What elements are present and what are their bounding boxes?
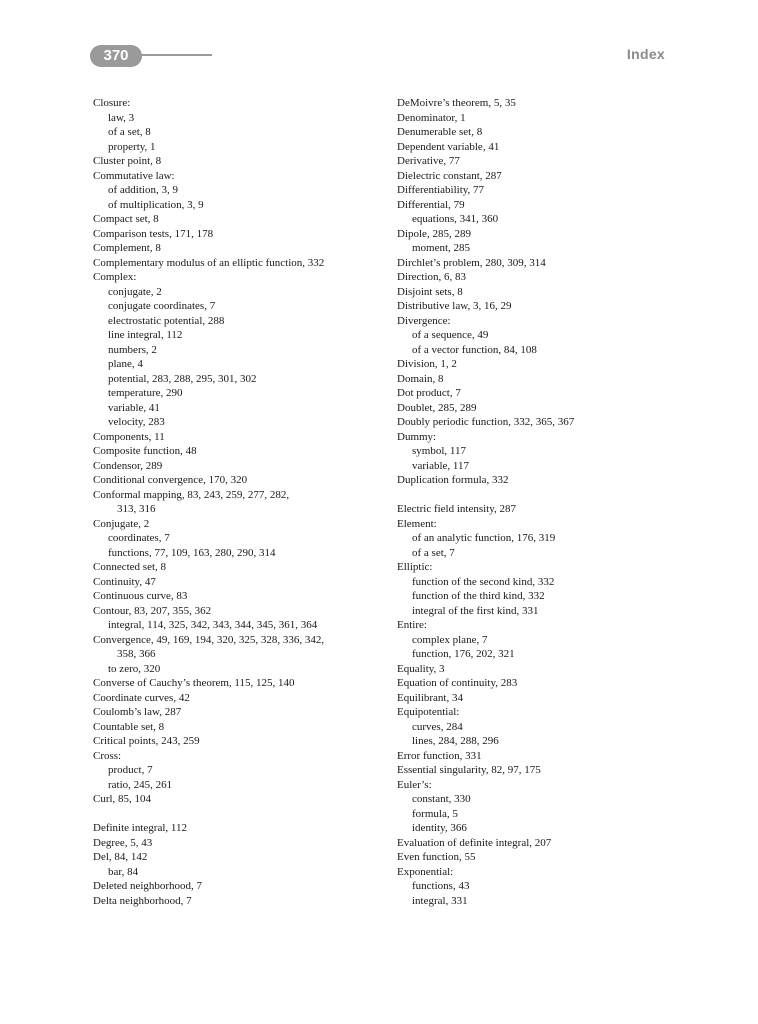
index-subentry: property, 1 <box>108 140 156 153</box>
index-subentry: function of the third kind, 332 <box>412 590 545 602</box>
index-subentry: of a set, 7 <box>412 546 455 559</box>
index-subentry: of an analytic function, 176, 319 <box>412 532 556 544</box>
page-header <box>0 0 758 80</box>
index-entry: Electric field intensity, 287 <box>397 503 517 515</box>
index-entry: Complementary modulus of an elliptic function, 332 <box>93 256 325 269</box>
index-entry: Convergence, 49, 169, 194, 320, 325, 328, 336, 342, <box>93 633 325 646</box>
page-number-badge: 370 <box>90 45 142 67</box>
index-subentry: of multiplication, 3, 9 <box>108 198 204 211</box>
index-entry: Commutative law: <box>93 169 175 182</box>
index-subentry: conjugate coordinates, 7 <box>108 300 216 312</box>
index-subentry: integral, 331 <box>412 894 468 907</box>
index-subentry: functions, 77, 109, 163, 280, 290, 314 <box>108 546 276 559</box>
index-entry: Closure: <box>93 97 131 109</box>
index-subentry: function, 176, 202, 321 <box>412 648 515 660</box>
index-entry: Degree, 5, 43 <box>93 836 153 849</box>
index-entry: Disjoint sets, 8 <box>397 285 463 298</box>
index-subentry: bar, 84 <box>108 865 139 878</box>
index-subentry: moment, 285 <box>412 242 471 254</box>
index-entry: Deleted neighborhood, 7 <box>93 880 203 892</box>
index-subentry: law, 3 <box>108 111 135 124</box>
index-entry: Countable set, 8 <box>93 720 165 733</box>
index-subentry: potential, 283, 288, 295, 301, 302 <box>108 372 257 385</box>
index-entry: Division, 1, 2 <box>397 358 457 370</box>
index-entry: Conditional convergence, 170, 320 <box>93 474 248 486</box>
index-entry: Error function, 331 <box>397 749 482 762</box>
index-entry: Evaluation of definite integral, 207 <box>397 836 552 849</box>
index-subentry: temperature, 290 <box>108 387 183 399</box>
index-subentry: velocity, 283 <box>108 416 165 428</box>
index-entry: Elliptic: <box>397 561 433 573</box>
index-column-left <box>93 96 383 908</box>
index-entry: Derivative, 77 <box>397 155 460 167</box>
index-entry: Contour, 83, 207, 355, 362 <box>93 604 212 617</box>
index-entry: Dirchlet’s problem, 280, 309, 314 <box>397 256 546 269</box>
index-entry: Euler’s: <box>397 778 432 791</box>
index-entry-continuation: 358, 366 <box>117 648 156 660</box>
index-subentry: constant, 330 <box>412 793 471 805</box>
index-entry: Dipole, 285, 289 <box>397 227 471 240</box>
index-entry: Critical points, 243, 259 <box>93 735 200 747</box>
index-entry: Components, 11 <box>93 430 165 443</box>
index-subentry: plane, 4 <box>108 358 143 370</box>
index-column-right <box>397 96 697 908</box>
index-entry: Duplication formula, 332 <box>397 474 509 486</box>
index-entry: Domain, 8 <box>397 372 444 385</box>
index-entry: Equilibrant, 34 <box>397 691 463 704</box>
index-entry: Definite integral, 112 <box>93 822 187 834</box>
index-entry: Coulomb’s law, 287 <box>93 706 182 718</box>
index-entry: Equality, 3 <box>397 662 445 675</box>
index-subentry: ratio, 245, 261 <box>108 778 173 791</box>
index-subentry: of a sequence, 49 <box>412 329 489 341</box>
index-subentry: coordinates, 7 <box>108 532 170 544</box>
index-subentry: curves, 284 <box>412 720 463 733</box>
index-subentry: formula, 5 <box>412 807 458 820</box>
index-subentry: conjugate, 2 <box>108 285 162 298</box>
index-entry: Entire: <box>397 619 427 631</box>
index-entry: Essential singularity, 82, 97, 175 <box>397 764 541 776</box>
index-entry: Direction, 6, 83 <box>397 271 467 283</box>
index-subentry: complex plane, 7 <box>412 633 488 646</box>
section-title: Index <box>626 46 665 62</box>
index-subentry: integral, 114, 325, 342, 343, 344, 345, 361, 364 <box>108 619 318 631</box>
index-entry: Even function, 55 <box>397 851 476 863</box>
index-entry: Converse of Cauchy’s theorem, 115, 125, 140 <box>93 677 295 689</box>
index-entry: Conformal mapping, 83, 243, 259, 277, 282, <box>93 488 290 501</box>
index-entry: Divergence: <box>397 314 451 327</box>
index-subentry: identity, 366 <box>412 822 467 834</box>
index-entry: Curl, 85, 104 <box>93 793 152 805</box>
index-entry: Composite function, 48 <box>93 445 197 457</box>
index-subentry: symbol, 117 <box>412 445 466 457</box>
index-subentry: integral of the first kind, 331 <box>412 604 539 617</box>
index-entry: Equipotential: <box>397 706 460 718</box>
section-gap <box>93 807 383 822</box>
index-entry: Dummy: <box>397 430 437 443</box>
index-entry: Compact set, 8 <box>93 213 159 225</box>
index-entry: Distributive law, 3, 16, 29 <box>397 300 512 312</box>
index-entry: Condensor, 289 <box>93 459 163 472</box>
index-entry: Conjugate, 2 <box>93 517 150 530</box>
index-entry: Complement, 8 <box>93 242 161 254</box>
index-entry: Cluster point, 8 <box>93 155 162 167</box>
index-subentry: numbers, 2 <box>108 343 157 356</box>
index-subentry: equations, 341, 360 <box>412 213 499 225</box>
index-entry: Denumerable set, 8 <box>397 126 483 138</box>
section-gap <box>397 488 697 503</box>
index-entry: DeMoivre’s theorem, 5, 35 <box>397 97 516 109</box>
index-entry: Dot product, 7 <box>397 387 461 399</box>
index-entry: Complex: <box>93 271 137 283</box>
index-entry: Del, 84, 142 <box>93 851 148 863</box>
index-subentry: of a vector function, 84, 108 <box>412 343 537 356</box>
index-subentry: to zero, 320 <box>108 662 161 675</box>
index-entry: Coordinate curves, 42 <box>93 691 190 704</box>
index-entry: Doubly periodic function, 332, 365, 367 <box>397 416 575 428</box>
index-entry: Comparison tests, 171, 178 <box>93 227 214 240</box>
index-entry-continuation: 313, 316 <box>117 503 156 515</box>
index-subentry: electrostatic potential, 288 <box>108 314 225 327</box>
index-subentry: lines, 284, 288, 296 <box>412 735 499 747</box>
index-entry: Differentiability, 77 <box>397 184 485 196</box>
index-entry: Cross: <box>93 749 122 762</box>
index-subentry: function of the second kind, 332 <box>412 575 555 588</box>
index-subentry: variable, 117 <box>412 459 470 472</box>
index-entry: Differential, 79 <box>397 198 465 211</box>
index-entry: Continuous curve, 83 <box>93 590 188 602</box>
header-rule <box>140 54 212 56</box>
index-subentry: product, 7 <box>108 764 153 776</box>
index-subentry: line integral, 112 <box>108 329 183 341</box>
index-subentry: functions, 43 <box>412 880 470 892</box>
index-entry: Delta neighborhood, 7 <box>93 894 192 907</box>
index-entry: Connected set, 8 <box>93 561 167 573</box>
index-entry: Dependent variable, 41 <box>397 140 500 153</box>
index-entry: Doublet, 285, 289 <box>397 401 477 414</box>
index-subentry: of addition, 3, 9 <box>108 184 178 196</box>
index-entry: Denominator, 1 <box>397 111 466 124</box>
index-entry: Exponential: <box>397 865 454 878</box>
index-entry: Element: <box>397 517 437 530</box>
index-entry: Dielectric constant, 287 <box>397 169 502 182</box>
index-entry: Continuity, 47 <box>93 575 156 588</box>
index-entry: Equation of continuity, 283 <box>397 677 518 689</box>
index-subentry: of a set, 8 <box>108 126 151 138</box>
index-subentry: variable, 41 <box>108 401 160 414</box>
